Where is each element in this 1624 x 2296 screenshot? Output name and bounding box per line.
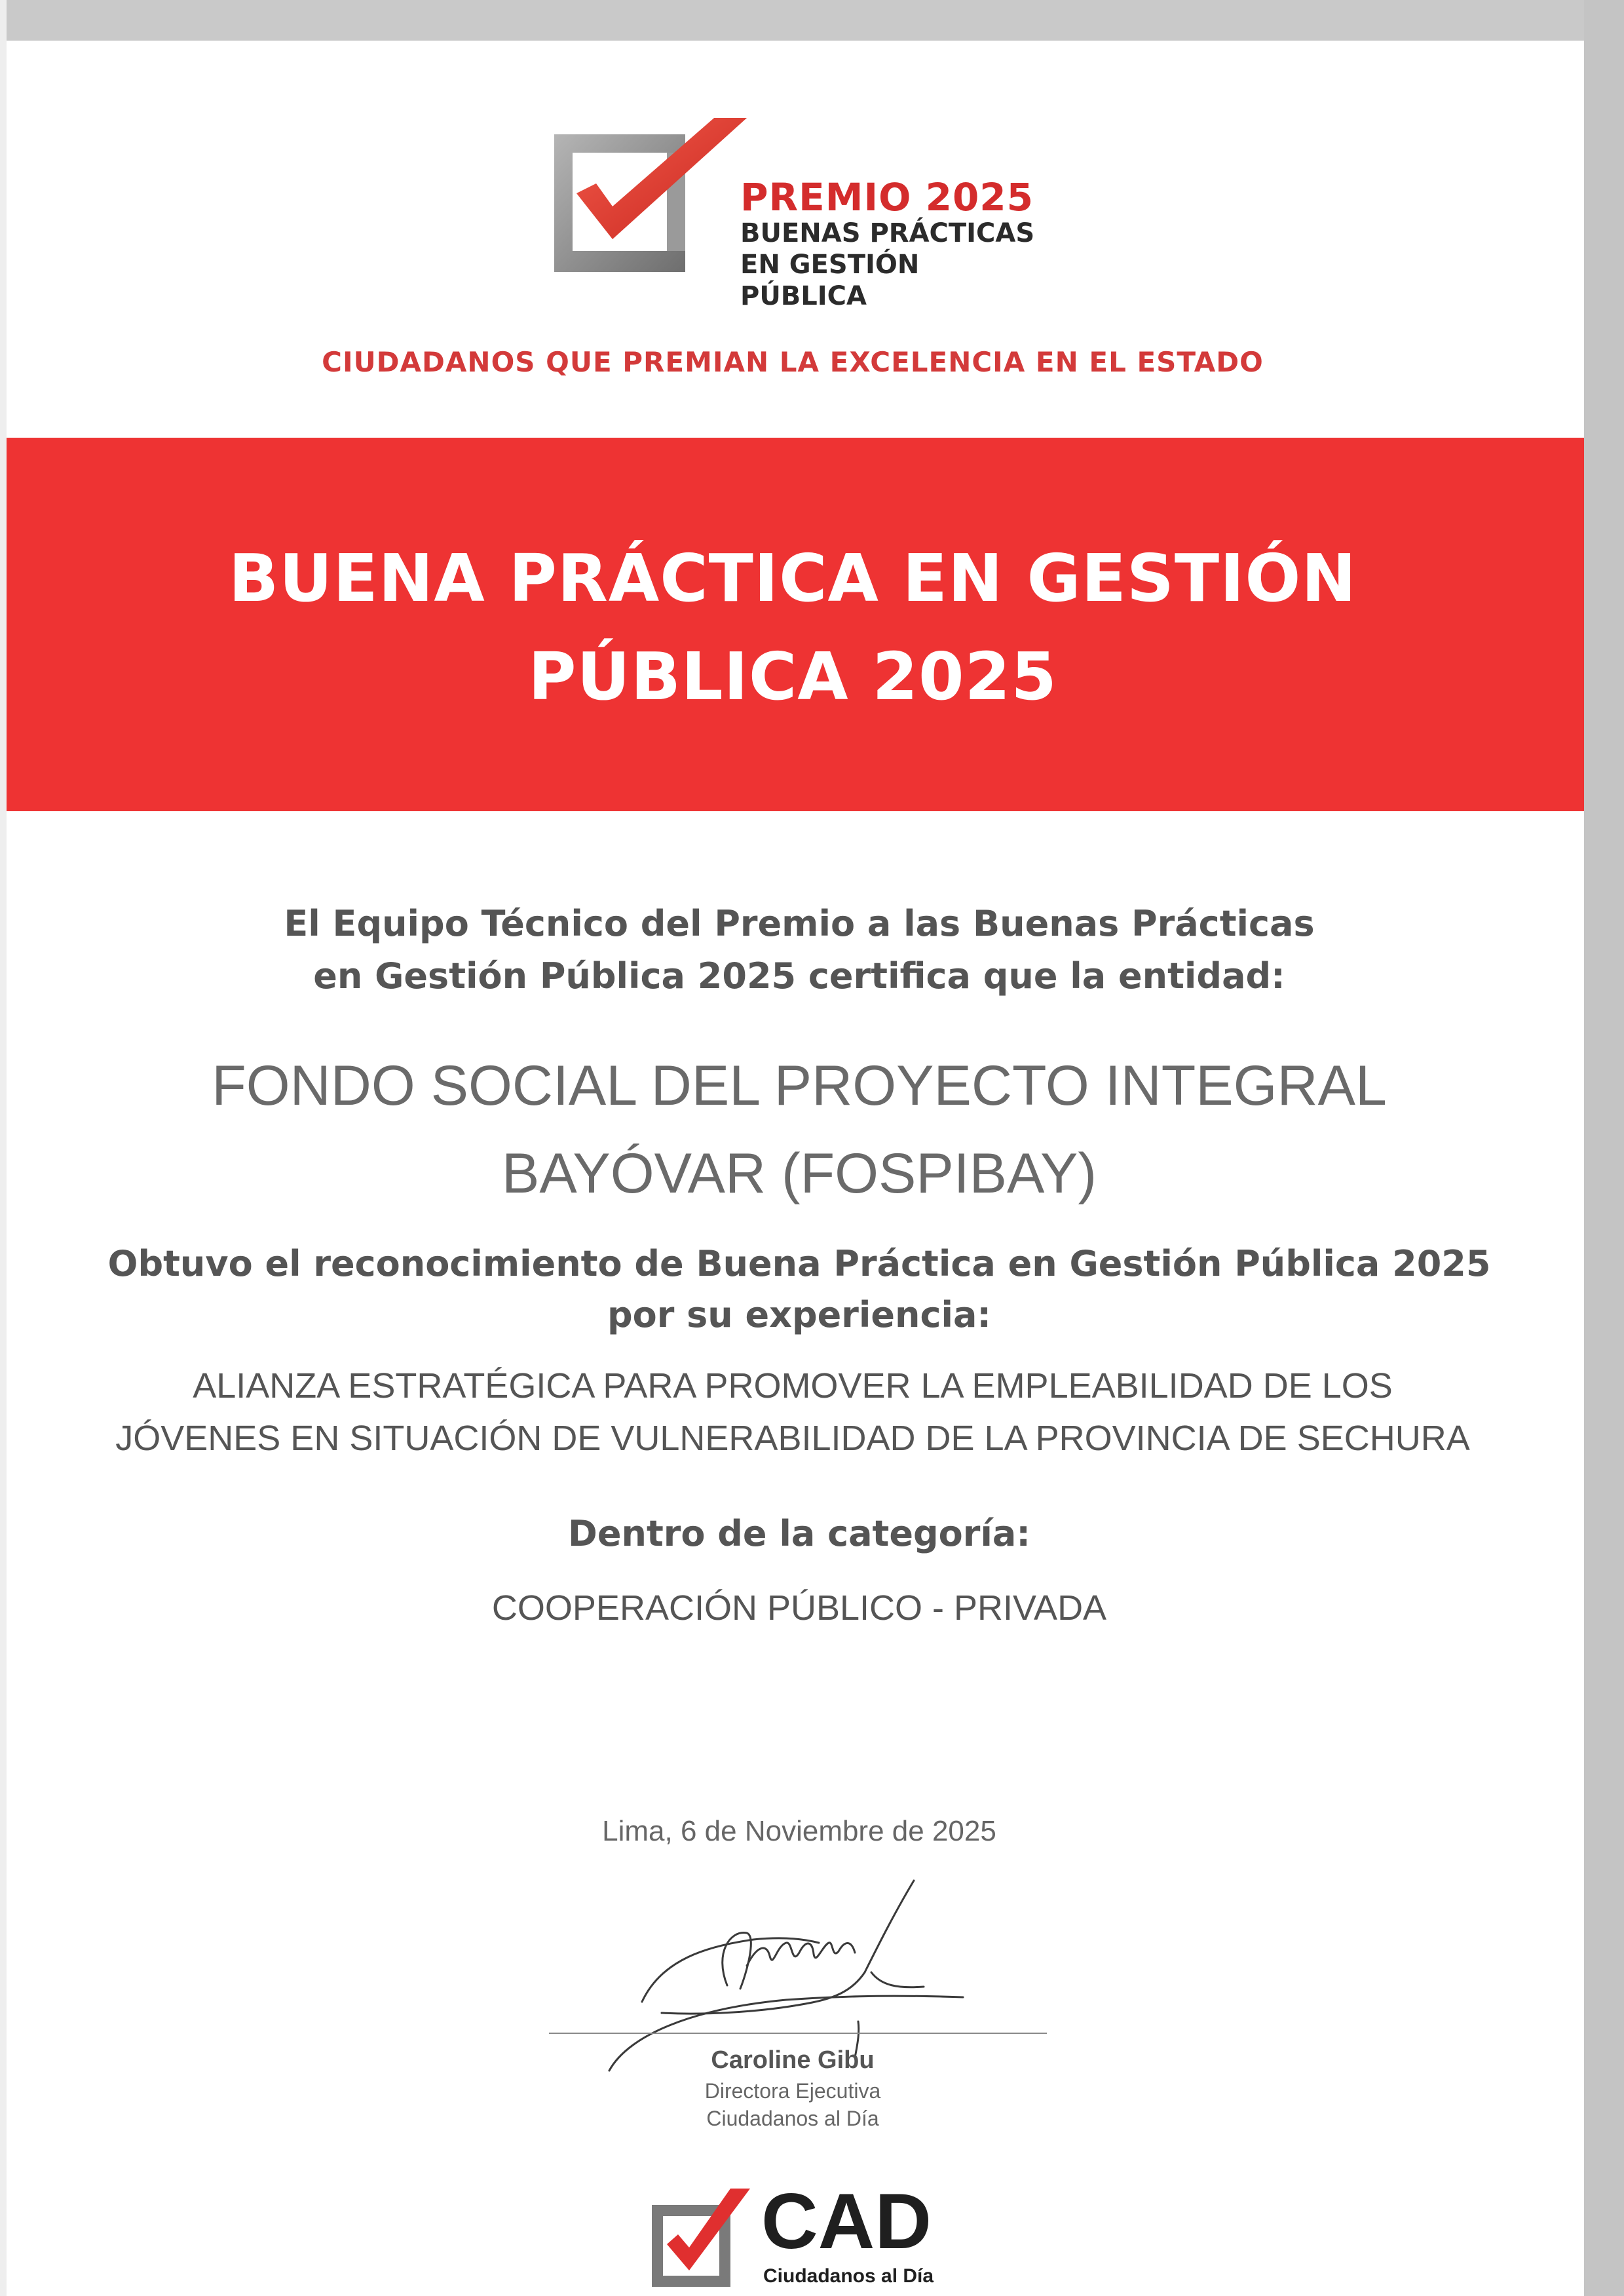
intro-line-2: en Gestión Pública 2025 certifica que la entidad: [313,955,1285,997]
recognition-line-1: Obtuvo el reconocimiento de Buena Práctica en Gestión Pública 2025 [107,1243,1491,1284]
signer-role: Directora Ejecutiva [704,2079,881,2103]
signer-block [590,2043,996,2132]
banner-title-line-1: BUENA PRÁCTICA EN GESTIÓN [228,540,1357,617]
checkbox-check-icon [649,2185,753,2290]
signer-name: Caroline Gibu [711,2046,875,2074]
category-value: COOPERACIÓN PÚBLICO - PRIVADA [491,1588,1107,1628]
title-banner [7,438,1584,811]
entity-name [98,1042,1500,1217]
certification-intro [197,898,1402,1003]
award-subtitle-1: BUENAS PRÁCTICAS [740,218,1035,248]
award-title: PREMIO 2025 [740,175,1034,220]
experience-title [66,1360,1520,1464]
cad-subtitle: Ciudadanos al Día [763,2265,934,2287]
scan-border-left [0,0,7,2296]
cad-wordmark: CAD [761,2177,932,2265]
cad-logo [649,2179,956,2290]
premio-logo [550,108,1048,311]
signer-organization: Ciudadanos al Día [706,2107,879,2130]
scan-border-right [1584,0,1624,2296]
recognition-text [98,1238,1500,1341]
tagline: CIUDADANOS QUE PREMIAN LA EXCELENCIA EN EL ESTADO [322,346,1264,378]
signature-line [549,2033,1047,2034]
scan-border-top [0,0,1624,41]
experience-line-1: ALIANZA ESTRATÉGICA PARA PROMOVER LA EMPLEABILIDAD DE LOS [193,1366,1393,1406]
entity-line-2: BAYÓVAR (FOSPIBAY) [502,1142,1097,1205]
banner-title [203,529,1382,726]
banner-title-line-2: PÚBLICA 2025 [528,638,1057,715]
entity-line-1: FONDO SOCIAL DEL PROYECTO INTEGRAL [212,1054,1387,1117]
checkbox-check-icon [550,115,760,285]
category-label: Dentro de la categoría: [568,1513,1030,1554]
recognition-line-2: por su experiencia: [607,1294,992,1335]
intro-line-1: El Equipo Técnico del Premio a las Buenas Prácticas [284,903,1315,944]
place-date: Lima, 6 de Noviembre de 2025 [602,1815,996,1847]
award-subtitle-2: EN GESTIÓN PÚBLICA [740,250,920,311]
experience-line-2: JÓVENES EN SITUACIÓN DE VULNERABILIDAD DE LA PROVINCIA DE SECHURA [115,1419,1470,1458]
